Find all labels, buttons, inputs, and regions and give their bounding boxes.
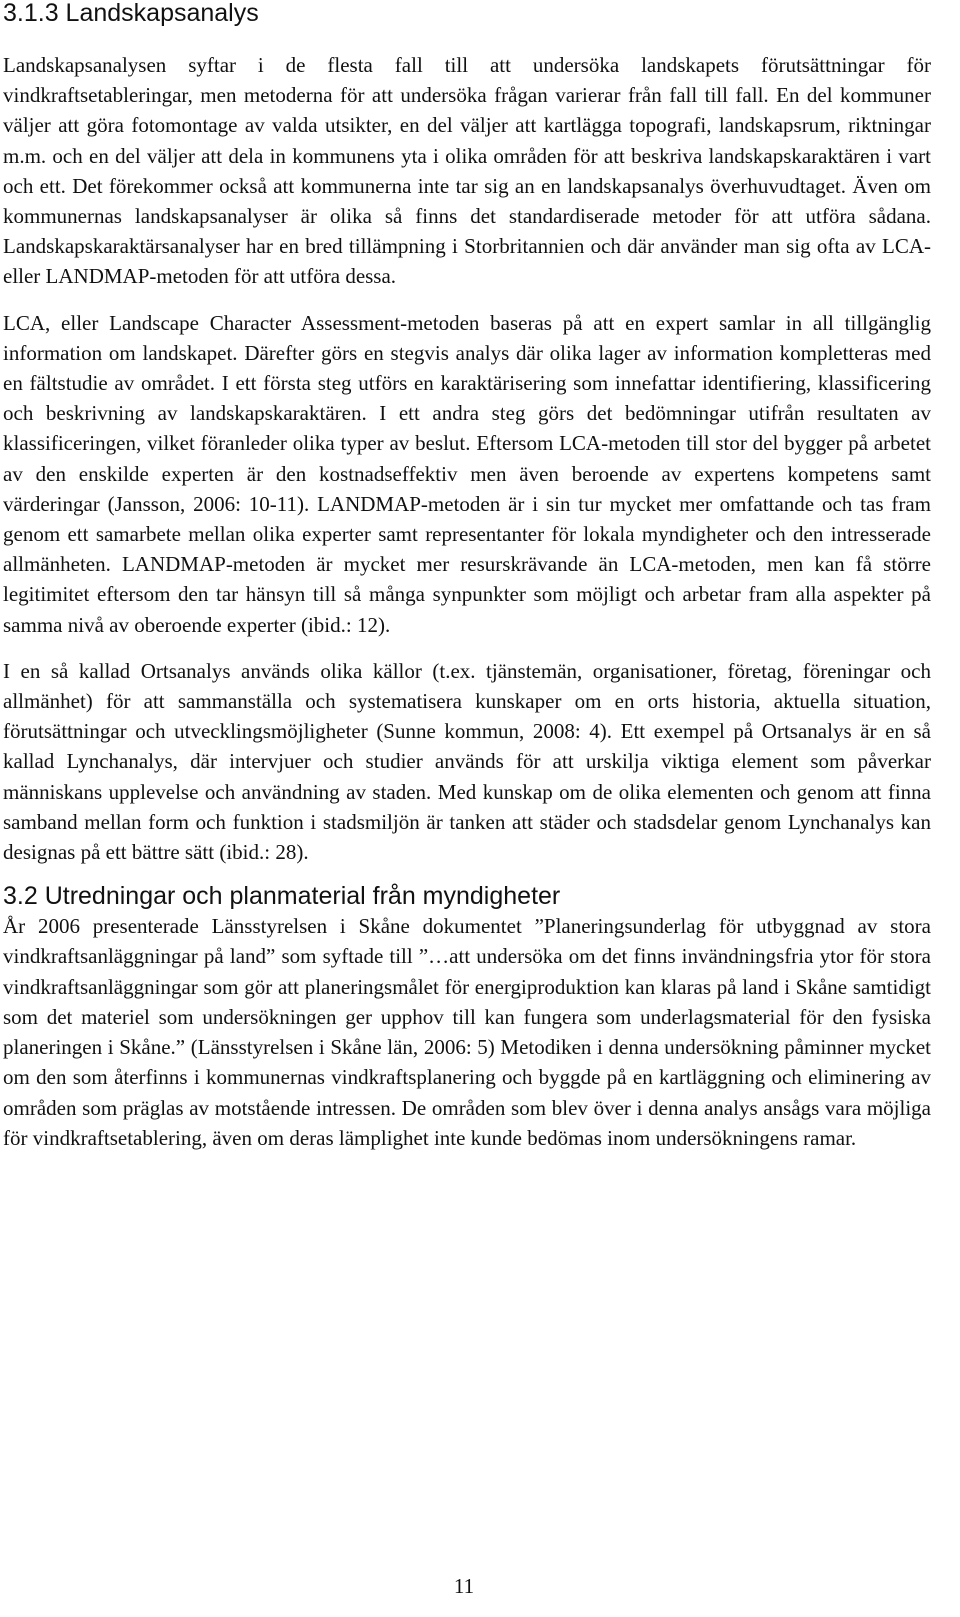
page-number: 11	[453, 1574, 475, 1598]
section-heading-landskapsanalys: 3.1.3 Landskapsanalys	[3, 0, 259, 27]
paragraph-lansstyrelsen: År 2006 presenterade Länsstyrelsen i Skåne dokumentet ”Planeringsunderlag för utbyggnad av stora vindkraftsanläggningar på land” som syftade till ”…att undersöka om det finns invändningsfria ytor för stora vindkraftsanläggningar som gör att planeringsmålet för energiproduktion kan klaras på land i Skåne samtidigt som det materiel som undersökningen ger upphov till kan fungera som underlagsmaterial för den fysiska planeringen i Skåne.” (Länsstyrelsen i Skåne län, 2006: 5) Metodiken i denna undersökning påminner mycket om den som återfinns i kommunernas vindkraftsplanering och byggde på en kartläggning och eliminering av områden som präglas av motstående intressen. De områden som blev över i denna analys ansågs vara möjliga för vindkraftsetablering, även om deras lämplighet inte kunde bedömas inom undersökningens ramar.	[3, 914, 931, 1150]
document-page	[3, 0, 931, 1153]
paragraph-landskapsanalys-intro: Landskapsanalysen syftar i de flesta fall till att undersöka landskapets förutsättningar för vindkraftsetableringar, men metoderna för att undersöka frågan varierar från fall till fall. En del kommuner väljer att göra fotomontage av valda utsikter, en del väljer att kartlägga topografi, landskapsrum, riktningar m.m. och en del väljer att dela in kommunens yta i olika områden för att beskriva landskapskaraktären i vart och ett. Det förekommer också att kommunerna inte tar sig an en landskapsanalys överhuvudtaget. Även om kommunernas landskapsanalyser är olika så finns det standardiserade metoder för att utföra sådana. Landskapskaraktärsanalyser har en bred tillämpning i Storbritannien och där använder man sig ofta av LCA- eller LANDMAP-metoden för att utföra dessa.	[3, 53, 931, 289]
paragraph-ortsanalys: I en så kallad Ortsanalys används olika källor (t.ex. tjänstemän, organisationer, företag, föreningar och allmänhet) för att sammanställa och systematisera kunskaper om en orts historia, aktuella situation, förutsättningar och utvecklingsmöjligheter (Sunne kommun, 2008: 4). Ett exempel på Ortsanalys är en så kallad Lynchanalys, där intervjuer och studier används för att urskilja viktiga element som påverkar människans upplevelse och användning av staden. Med kunskap om de olika elementen och genom att finna samband mellan form och funktion i stadsmiljön är tanken att städer och stadsdelar genom Lynchanalys kan designas på ett bättre sätt (ibid.: 28).	[3, 658, 931, 865]
paragraph-lca-landmap: LCA, eller Landscape Character Assessment-metoden baseras på att en expert samlar in all tillgänglig information om landskapet. Därefter görs en stegvis analys där olika lager av information kompletteras med en fältstudie av området. I ett första steg utförs en karaktärisering som innefattar identifiering, klassificering och beskrivning av landskapskaraktären. I ett andra steg görs det bedömningar utifrån resultaten av klassificeringen, vilket föranleder olika typer av beslut. Eftersom LCA-metoden till stor del bygger på arbetet av den enskilde experten är den kostnadseffektiv men även beroende av expertens kompetens samt värderingar (Jansson, 2006: 10-11). LANDMAP-metoden är i sin tur mycket mer omfattande och tas fram genom ett samarbete mellan olika experter samt representanter för lokala myndigheter och den intresserade allmänheten. LANDMAP-metoden är mycket mer resurskrävande än LCA-metoden, men kan få större legitimitet eftersom den tar hänsyn till så många synpunkter som möjligt och arbetar fram alla aspekter på samma nivå av oberoende experter (ibid.: 12).	[3, 310, 931, 637]
section-heading-utredningar: 3.2 Utredningar och planmaterial från myndigheter	[3, 882, 561, 911]
